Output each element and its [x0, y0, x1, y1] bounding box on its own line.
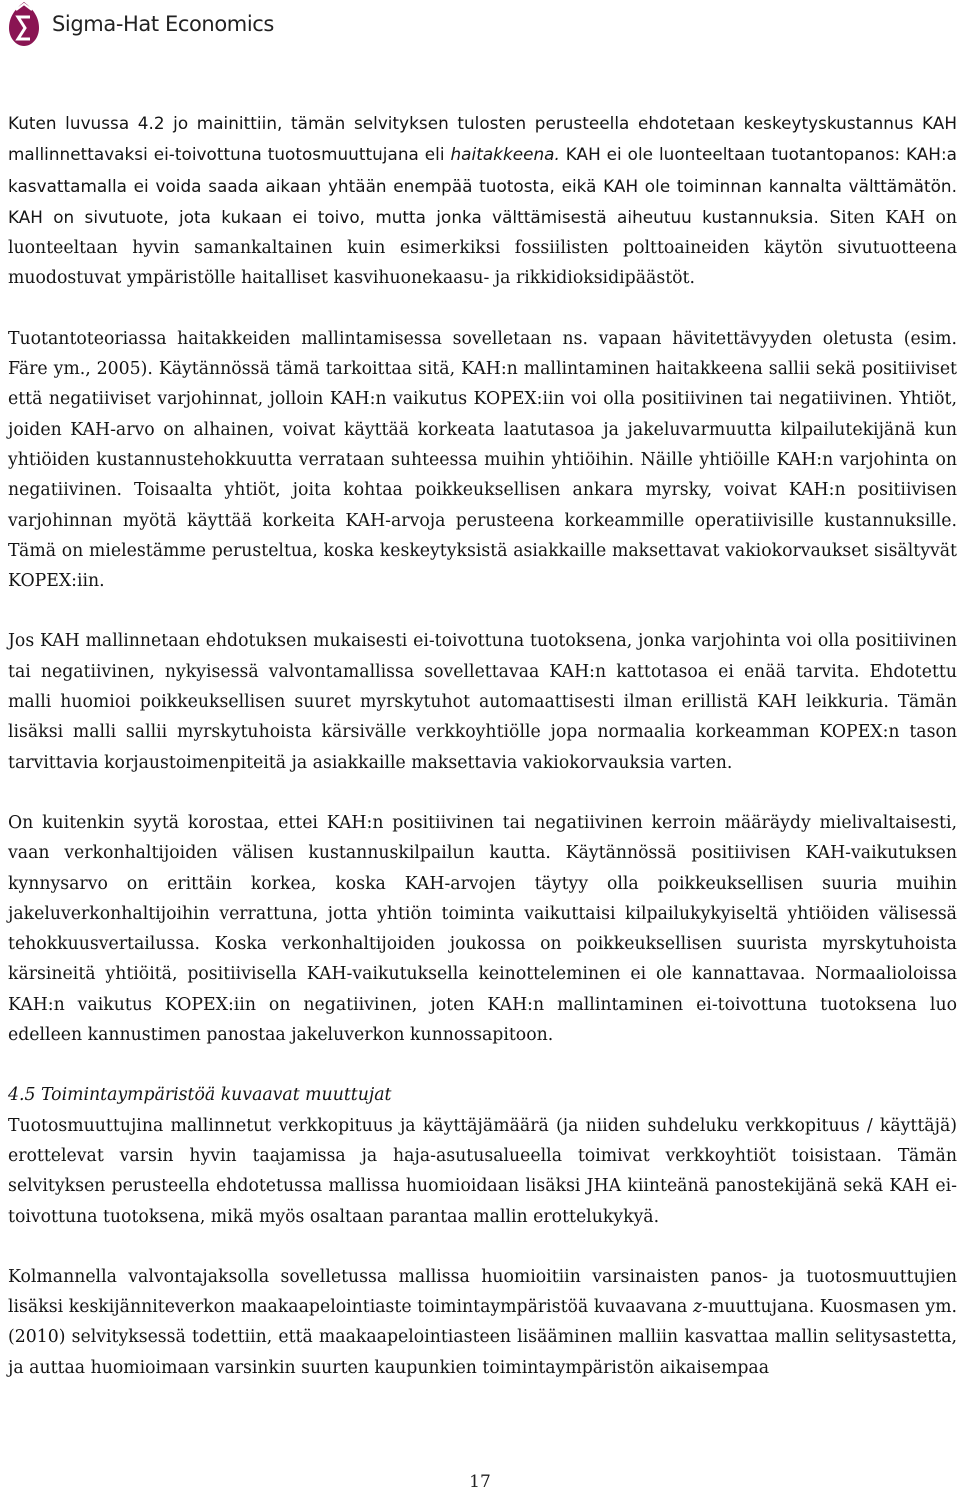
- document-body: [8, 108, 957, 1383]
- paragraph-environment: Tuotosmuuttujina mallinnetut verkkopituus ja käyttäjämäärä (ja niiden suhdeluku verkkopituus / käyttäjä) erottelevat varsin hyvin taajamissa ja haja-asutusalueella toimivat verkkoyhtiöt toisistaan. Tämän selvityksen perusteella ehdotetussa mallissa huomioidaan lisäksi JHA kiinteänä panostekijänä sekä KAH ei-toivottuna tuotoksena, mikä myös osaltaan parantaa mallin erottelukykyä.: [8, 1115, 957, 1227]
- paragraph-competition: On kuitenkin syytä korostaa, ettei KAH:n positiivinen tai negatiivinen kerroin määräydy mielivaltaisesti, vaan verkonhaltijoiden välisen kustannuskilpailun kautta. Käytännössä positiivisen KAH-vaikutuksen kynnysarvo on erittäin korkea, koska KAH-arvojen täytyy olla poikkeuksellisen suuria muihin jakeluverkonhaltijoihin verrattuna, jotta yhtiön toiminta vaikuttaisi kilpailukykyiseltä yhtiöiden välisessä tehokkuusvertailussa. Koska verkonhaltijoiden joukossa on poikkeuksellisen suurista myrskytuhoista kärsineitä yhtiöitä, positiivisella KAH-vaikutuksella keinotteleminen ei ole kannattavaa. Normaalioloissa KAH:n vaikutus KOPEX:iin on negatiivinen, joten KAH:n mallintaminen ei-toivottuna tuotoksena luo edelleen kannustimen panostaa jakeluverkon kunnossapitoon.: [8, 812, 957, 1046]
- intro-sentence-continued: KAH ei ole luonteeltaan tuotantopanos: KAH:a kasvattamalla ei voida saada aikaan yhtään enempää tuotosta, eikä KAH ole toiminnan kannalta välttämätön. KAH on sivutuote, jota kukaan ei toivo, mutta jonka välttämisestä aiheutuu kustannuksia.: [8, 144, 957, 227]
- paragraph-disposability: Tuotantoteoriassa haitakkeiden mallintamisessa sovelletaan ns. vapaan hävitettävyyden oletusta (esim. Färe ym., 2005). Käytännössä tämä tarkoittaa sitä, KAH:n mallintaminen haitakkeena sallii sekä positiiviset että negatiiviset varjohinnat, jolloin KAH:n vaikutus KOPEX:iin voi olla positiivinen tai negatiivinen. Yhtiöt, joiden KAH-arvo on alhainen, voivat käyttää korkeata laatutasoa ja jakeluvarmuutta kilpailutekijänä kun yhtiöiden kustannustehokkuutta verrataan suhteessa muihin yhtiöihin. Näille yhtiöille KAH:n varjohinta on negatiivinen. Toisaalta yhtiöt, joita kohtaa poikkeuksellisen ankara myrsky, voivat KAH:n positiivisen varjohinnan myötä käyttää korkeita KAH-arvoja perusteena korkeammille operatiivisille kustannuksille. Tämä on mielestämme perusteltua, koska keskeytyksistä asiakkaille maksettavat vakiokorvaukset sisältyvät KOPEX:iin.: [8, 328, 957, 592]
- paragraph-cap: Jos KAH mallinnetaan ehdotuksen mukaisesti ei-toivottuna tuotoksena, jonka varjohinta voi olla positiivinen tai negatiivinen, nykyisessä valvontamallissa sovellettavaa KAH:n kattotasoa ei enää tarvita. Ehdotettu malli huomioi poikkeuksellisen suuret myrskytuhot automaattisesti ilman erillistä KAH leikkuria. Tämän lisäksi malli sallii myrskytuhoista kärsivälle verkkoyhtiölle jopa normaalia korkeamman KOPEX:n tason tarvittavia korjaustoimenpiteitä ja asiakkaille maksettavia vakiokorvauksia varten.: [8, 631, 957, 773]
- section-heading: 4.5 Toimintaympäristöä kuvaavat muuttujat: [8, 1085, 392, 1106]
- cabling-text-continued: -muuttujana. Kuosmasen ym. (2010) selvityksessä todettiin, että maakaapelointiasteen lisääminen malliin kasvattaa mallin selitysastetta, ja auttaa huomioimaan varsinkin suurten kaupunkien toimintaympäristön aikaisempaa: [8, 1297, 957, 1378]
- brand-name: Sigma-Hat Economics: [52, 12, 274, 36]
- paragraph-cabling: [8, 1262, 957, 1383]
- document-header: [8, 0, 274, 48]
- italic-term: haitakkeena.: [450, 144, 560, 165]
- sigma-hat-logo-icon: [8, 1, 40, 47]
- page-number: 17: [469, 1472, 491, 1492]
- intro-sentence: Kuten luvussa 4.2 jo mainittiin, tämän selvityksen tulosten perusteella ehdotetaan keskeytyskustannus KAH mallinnettavaksi ei-toivottuna tuotosmuuttujana eli: [8, 113, 957, 165]
- z-variable: z: [693, 1297, 703, 1318]
- cabling-text: Kolmannella valvontajaksolla sovelletussa mallissa huomioitiin varsinaisten panos- ja tuotosmuuttujien lisäksi keskijänniteverkon maakaapelointiaste toimintaympäristöä kuvaavana: [8, 1266, 957, 1318]
- paragraph-intro: [8, 108, 957, 294]
- intro-sentence-final: Siten KAH on luonteeltaan hyvin samankaltainen kuin esimerkiksi fossiilisten polttoaineiden käytön sivutuotteena muodostuvat ympäristölle haitalliset kasvihuonekaasu- ja rikkidioksidipäästöt.: [8, 207, 957, 289]
